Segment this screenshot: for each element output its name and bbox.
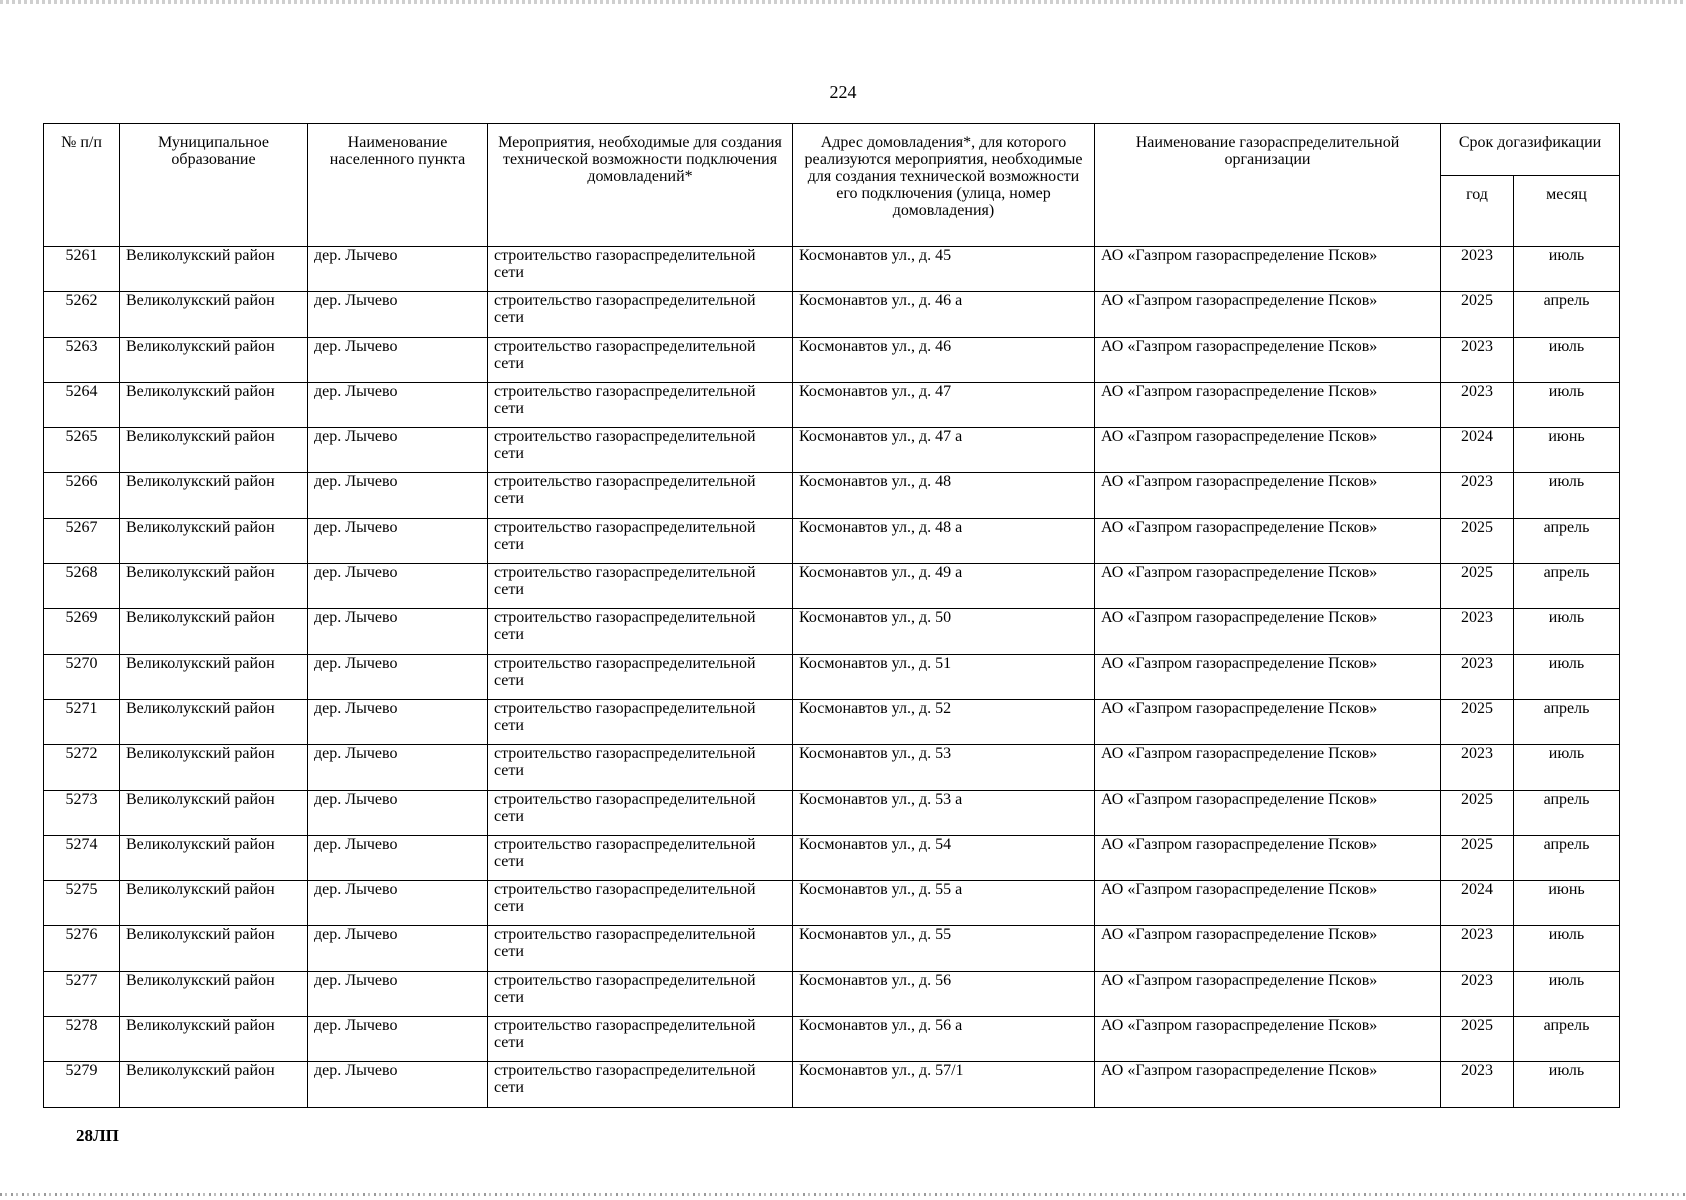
- table-row: [44, 382, 1620, 427]
- cell-organization: АО «Газпром газораспределение Псков»: [1095, 564, 1441, 609]
- cell-address: Космонавтов ул., д. 47 а: [793, 428, 1095, 473]
- cell-municipality: Великолукский район: [120, 835, 308, 880]
- table-row: [44, 1017, 1620, 1062]
- cell-organization: АО «Газпром газораспределение Псков»: [1095, 745, 1441, 790]
- cell-year: 2023: [1441, 654, 1514, 699]
- cell-organization: АО «Газпром газораспределение Псков»: [1095, 382, 1441, 427]
- cell-month: июль: [1514, 473, 1620, 518]
- cell-measure: строительство газораспределительной сети: [488, 1062, 793, 1107]
- cell-address: Космонавтов ул., д. 46 а: [793, 292, 1095, 337]
- document-footer-code: 28ЛП: [76, 1126, 119, 1145]
- header-num: № п/п: [44, 124, 120, 247]
- cell-measure: строительство газораспределительной сети: [488, 609, 793, 654]
- table-row: [44, 428, 1620, 473]
- cell-municipality: Великолукский район: [120, 473, 308, 518]
- cell-address: Космонавтов ул., д. 50: [793, 609, 1095, 654]
- table-row: [44, 518, 1620, 563]
- header-settlement: Наименование населенного пункта: [308, 124, 488, 247]
- cell-settlement: дер. Лычево: [308, 835, 488, 880]
- cell-month: июль: [1514, 247, 1620, 292]
- cell-month: июль: [1514, 745, 1620, 790]
- cell-month: июль: [1514, 654, 1620, 699]
- table-body: [44, 247, 1620, 1108]
- cell-year: 2024: [1441, 881, 1514, 926]
- table-row: [44, 654, 1620, 699]
- cell-organization: АО «Газпром газораспределение Псков»: [1095, 518, 1441, 563]
- cell-year: 2025: [1441, 1017, 1514, 1062]
- table-row: [44, 790, 1620, 835]
- cell-settlement: дер. Лычево: [308, 654, 488, 699]
- cell-measure: строительство газораспределительной сети: [488, 292, 793, 337]
- cell-address: Космонавтов ул., д. 51: [793, 654, 1095, 699]
- cell-address: Космонавтов ул., д. 46: [793, 337, 1095, 382]
- cell-num: 5272: [44, 745, 120, 790]
- cell-organization: АО «Газпром газораспределение Псков»: [1095, 1062, 1441, 1107]
- cell-settlement: дер. Лычево: [308, 473, 488, 518]
- cell-address: Космонавтов ул., д. 49 а: [793, 564, 1095, 609]
- cell-address: Космонавтов ул., д. 47: [793, 382, 1095, 427]
- cell-measure: строительство газораспределительной сети: [488, 337, 793, 382]
- table-row: [44, 971, 1620, 1016]
- cell-settlement: дер. Лычево: [308, 564, 488, 609]
- cell-measure: строительство газораспределительной сети: [488, 699, 793, 744]
- cell-measure: строительство газораспределительной сети: [488, 790, 793, 835]
- table-row: [44, 473, 1620, 518]
- cell-year: 2023: [1441, 609, 1514, 654]
- cell-organization: АО «Газпром газораспределение Псков»: [1095, 609, 1441, 654]
- page-number: 224: [829, 82, 857, 102]
- cell-address: Космонавтов ул., д. 56: [793, 971, 1095, 1016]
- table-row: [44, 745, 1620, 790]
- cell-organization: АО «Газпром газораспределение Псков»: [1095, 247, 1441, 292]
- cell-settlement: дер. Лычево: [308, 382, 488, 427]
- cell-organization: АО «Газпром газораспределение Псков»: [1095, 292, 1441, 337]
- cell-month: июль: [1514, 382, 1620, 427]
- cell-municipality: Великолукский район: [120, 382, 308, 427]
- cell-settlement: дер. Лычево: [308, 337, 488, 382]
- cell-month: апрель: [1514, 564, 1620, 609]
- table-row: [44, 564, 1620, 609]
- table-row: [44, 292, 1620, 337]
- cell-year: 2025: [1441, 835, 1514, 880]
- cell-num: 5271: [44, 699, 120, 744]
- cell-municipality: Великолукский район: [120, 247, 308, 292]
- cell-address: Космонавтов ул., д. 53 а: [793, 790, 1095, 835]
- cell-month: апрель: [1514, 790, 1620, 835]
- cell-num: 5277: [44, 971, 120, 1016]
- cell-month: апрель: [1514, 1017, 1620, 1062]
- cell-num: 5262: [44, 292, 120, 337]
- cell-year: 2025: [1441, 292, 1514, 337]
- cell-address: Космонавтов ул., д. 48: [793, 473, 1095, 518]
- cell-municipality: Великолукский район: [120, 292, 308, 337]
- cell-month: июль: [1514, 337, 1620, 382]
- cell-settlement: дер. Лычево: [308, 609, 488, 654]
- cell-settlement: дер. Лычево: [308, 428, 488, 473]
- cell-year: 2025: [1441, 564, 1514, 609]
- cell-year: 2025: [1441, 518, 1514, 563]
- cell-month: июль: [1514, 1062, 1620, 1107]
- cell-municipality: Великолукский район: [120, 609, 308, 654]
- header-year: год: [1441, 176, 1514, 247]
- cell-measure: строительство газораспределительной сети: [488, 926, 793, 971]
- cell-organization: АО «Газпром газораспределение Псков»: [1095, 926, 1441, 971]
- cell-municipality: Великолукский район: [120, 745, 308, 790]
- cell-num: 5279: [44, 1062, 120, 1107]
- cell-num: 5263: [44, 337, 120, 382]
- cell-measure: строительство газораспределительной сети: [488, 428, 793, 473]
- cell-year: 2023: [1441, 247, 1514, 292]
- cell-measure: строительство газораспределительной сети: [488, 971, 793, 1016]
- cell-address: Космонавтов ул., д. 53: [793, 745, 1095, 790]
- gasification-table: [43, 123, 1620, 1108]
- cell-num: 5266: [44, 473, 120, 518]
- header-organization: Наименование газораспределительной организации: [1095, 124, 1441, 247]
- header-measures: Мероприятия, необходимые для создания технической возможности подключения домовладений*: [488, 124, 793, 247]
- cell-address: Космонавтов ул., д. 56 а: [793, 1017, 1095, 1062]
- cell-organization: АО «Газпром газораспределение Псков»: [1095, 699, 1441, 744]
- cell-month: июль: [1514, 926, 1620, 971]
- cell-organization: АО «Газпром газораспределение Псков»: [1095, 654, 1441, 699]
- cell-settlement: дер. Лычево: [308, 1062, 488, 1107]
- cell-address: Космонавтов ул., д. 55: [793, 926, 1095, 971]
- cell-municipality: Великолукский район: [120, 926, 308, 971]
- cell-organization: АО «Газпром газораспределение Псков»: [1095, 473, 1441, 518]
- cell-num: 5261: [44, 247, 120, 292]
- cell-settlement: дер. Лычево: [308, 926, 488, 971]
- header-term: Срок догазификации: [1441, 124, 1620, 176]
- cell-year: 2024: [1441, 428, 1514, 473]
- cell-num: 5273: [44, 790, 120, 835]
- cell-measure: строительство газораспределительной сети: [488, 518, 793, 563]
- cell-settlement: дер. Лычево: [308, 247, 488, 292]
- cell-month: июнь: [1514, 428, 1620, 473]
- cell-settlement: дер. Лычево: [308, 292, 488, 337]
- cell-organization: АО «Газпром газораспределение Псков»: [1095, 337, 1441, 382]
- cell-num: 5267: [44, 518, 120, 563]
- table-row: [44, 247, 1620, 292]
- cell-municipality: Великолукский район: [120, 518, 308, 563]
- cell-organization: АО «Газпром газораспределение Псков»: [1095, 835, 1441, 880]
- cell-settlement: дер. Лычево: [308, 1017, 488, 1062]
- cell-measure: строительство газораспределительной сети: [488, 1017, 793, 1062]
- cell-address: Космонавтов ул., д. 54: [793, 835, 1095, 880]
- cell-measure: строительство газораспределительной сети: [488, 564, 793, 609]
- cell-month: апрель: [1514, 835, 1620, 880]
- cell-municipality: Великолукский район: [120, 428, 308, 473]
- cell-year: 2025: [1441, 790, 1514, 835]
- cell-num: 5265: [44, 428, 120, 473]
- table-row: [44, 1062, 1620, 1107]
- cell-month: июль: [1514, 609, 1620, 654]
- cell-year: 2023: [1441, 337, 1514, 382]
- cell-num: 5278: [44, 1017, 120, 1062]
- cell-measure: строительство газораспределительной сети: [488, 881, 793, 926]
- cell-organization: АО «Газпром газораспределение Псков»: [1095, 971, 1441, 1016]
- cell-municipality: Великолукский район: [120, 564, 308, 609]
- cell-address: Космонавтов ул., д. 52: [793, 699, 1095, 744]
- cell-measure: строительство газораспределительной сети: [488, 382, 793, 427]
- table-row: [44, 609, 1620, 654]
- table-row: [44, 835, 1620, 880]
- cell-month: апрель: [1514, 292, 1620, 337]
- table-row: [44, 881, 1620, 926]
- cell-num: 5275: [44, 881, 120, 926]
- cell-municipality: Великолукский район: [120, 1017, 308, 1062]
- cell-municipality: Великолукский район: [120, 699, 308, 744]
- cell-num: 5276: [44, 926, 120, 971]
- scan-edge-top: [0, 0, 1686, 4]
- header-month: месяц: [1514, 176, 1620, 247]
- cell-year: 2023: [1441, 1062, 1514, 1107]
- cell-num: 5270: [44, 654, 120, 699]
- table-row: [44, 926, 1620, 971]
- cell-organization: АО «Газпром газораспределение Псков»: [1095, 790, 1441, 835]
- cell-organization: АО «Газпром газораспределение Псков»: [1095, 428, 1441, 473]
- cell-municipality: Великолукский район: [120, 790, 308, 835]
- cell-month: июль: [1514, 971, 1620, 1016]
- cell-measure: строительство газораспределительной сети: [488, 745, 793, 790]
- header-address: Адрес домовладения*, для которого реализуются мероприятия, необходимые для создания технической возможности его подключения (улица, номер домовладения): [793, 124, 1095, 247]
- cell-month: апрель: [1514, 518, 1620, 563]
- cell-num: 5269: [44, 609, 120, 654]
- cell-municipality: Великолукский район: [120, 881, 308, 926]
- cell-address: Космонавтов ул., д. 48 а: [793, 518, 1095, 563]
- cell-settlement: дер. Лычево: [308, 745, 488, 790]
- cell-address: Космонавтов ул., д. 45: [793, 247, 1095, 292]
- cell-address: Космонавтов ул., д. 55 а: [793, 881, 1095, 926]
- table-row: [44, 337, 1620, 382]
- cell-settlement: дер. Лычево: [308, 881, 488, 926]
- cell-organization: АО «Газпром газораспределение Псков»: [1095, 1017, 1441, 1062]
- cell-organization: АО «Газпром газораспределение Псков»: [1095, 881, 1441, 926]
- cell-settlement: дер. Лычево: [308, 699, 488, 744]
- cell-municipality: Великолукский район: [120, 654, 308, 699]
- cell-year: 2023: [1441, 382, 1514, 427]
- cell-year: 2025: [1441, 699, 1514, 744]
- header-municipality: Муниципальное образование: [120, 124, 308, 247]
- cell-measure: строительство газораспределительной сети: [488, 835, 793, 880]
- cell-year: 2023: [1441, 473, 1514, 518]
- header-row: [44, 124, 1620, 176]
- cell-settlement: дер. Лычево: [308, 518, 488, 563]
- cell-num: 5268: [44, 564, 120, 609]
- cell-municipality: Великолукский район: [120, 971, 308, 1016]
- cell-month: апрель: [1514, 699, 1620, 744]
- cell-num: 5274: [44, 835, 120, 880]
- cell-measure: строительство газораспределительной сети: [488, 473, 793, 518]
- cell-year: 2023: [1441, 926, 1514, 971]
- cell-year: 2023: [1441, 971, 1514, 1016]
- cell-month: июнь: [1514, 881, 1620, 926]
- cell-settlement: дер. Лычево: [308, 971, 488, 1016]
- cell-municipality: Великолукский район: [120, 337, 308, 382]
- table-row: [44, 699, 1620, 744]
- cell-measure: строительство газораспределительной сети: [488, 247, 793, 292]
- cell-num: 5264: [44, 382, 120, 427]
- cell-year: 2023: [1441, 745, 1514, 790]
- cell-measure: строительство газораспределительной сети: [488, 654, 793, 699]
- scan-edge-bottom: [0, 1193, 1686, 1196]
- cell-settlement: дер. Лычево: [308, 790, 488, 835]
- cell-address: Космонавтов ул., д. 57/1: [793, 1062, 1095, 1107]
- cell-municipality: Великолукский район: [120, 1062, 308, 1107]
